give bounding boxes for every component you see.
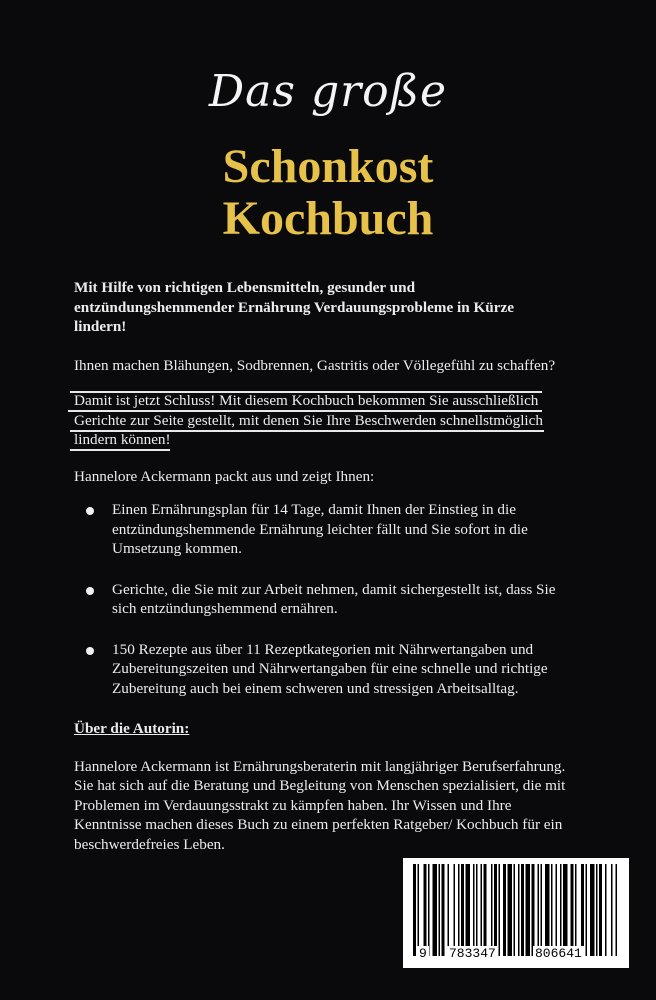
- highlight-line-1: [70, 391, 542, 393]
- barcode-digits-left: 783347: [449, 946, 496, 961]
- title-line-1: Schonkost: [222, 140, 434, 193]
- bullet-dot-icon: [86, 587, 94, 595]
- highlight-line-4: [70, 449, 170, 451]
- title-line-2: Kochbuch: [222, 192, 434, 245]
- isbn-barcode: [403, 858, 629, 968]
- author-heading: Über die Autorin:: [74, 720, 190, 737]
- highlight-paragraph: Damit ist jetzt Schluss! Mit diesem Kochbuch bekommen Sie ausschließlich Gerichte zur Seite gestellt, mit denen Sie Ihre Beschwerden schnellstmöglich lindern können!: [74, 392, 543, 448]
- bullet-text: 150 Rezepte aus über 11 Rezeptkategorien mit Nährwertangaben und Zubereitungszeiten und Nährwertangaben für eine schnelle und richtige Zubereitung auch bei einem schweren und stressigen Arbeitsalltag.: [112, 640, 548, 697]
- bullet-text: Einen Ernährungsplan für 14 Tage, damit Ihnen der Einstieg in die entzündungshemmende Ernährung leichter fällt und Sie sofort in die Umsetzung kommen.: [112, 501, 528, 557]
- bullet-text: Gerichte, die Sie mit zur Arbeit nehmen, damit sichergestellt ist, dass Sie sich entzündungshemmend ernähren.: [112, 580, 556, 617]
- script-title: Das große: [208, 66, 448, 117]
- intro-paragraph: Mit Hilfe von richtigen Lebensmitteln, gesunder und entzündungshemmender Ernährung Verdauungsprobleme in Kürze lindern!: [74, 279, 514, 335]
- barcode-digits-right: 806641: [535, 946, 582, 961]
- bullet-dot-icon: [86, 647, 94, 655]
- highlight-box: [74, 391, 560, 450]
- reveals-paragraph: Hannelore Ackermann packt aus und zeigt Ihnen:: [74, 467, 375, 485]
- list-item: [74, 640, 560, 699]
- highlight-line-2: [68, 410, 542, 412]
- bullet-dot-icon: [86, 507, 94, 515]
- highlight-line-3: [70, 430, 544, 432]
- list-item: [74, 580, 560, 619]
- list-item: [74, 500, 560, 559]
- author-bio: Hannelore Ackermann ist Ernährungsberaterin mit langjähriger Berufserfahrung. Sie hat sich auf die Beratung und Begleitung von Menschen spezialisiert, die mit Problemen im Verdauungsstrakt zu kämpfen haben. Ihr Wissen und Ihre Kenntnisse machen dieses Buch zu einem perfekten Ratgeber/ Kochbuch für ein beschwerdefreies Leben.: [74, 757, 566, 853]
- question-paragraph: Ihnen machen Blähungen, Sodbrennen, Gastritis oder Völlegefühl zu schaffen?: [74, 356, 556, 374]
- barcode-digits: [403, 946, 629, 964]
- bullet-list: [74, 500, 560, 698]
- barcode-digit-first: 9: [419, 946, 427, 961]
- back-cover-text: [74, 278, 566, 854]
